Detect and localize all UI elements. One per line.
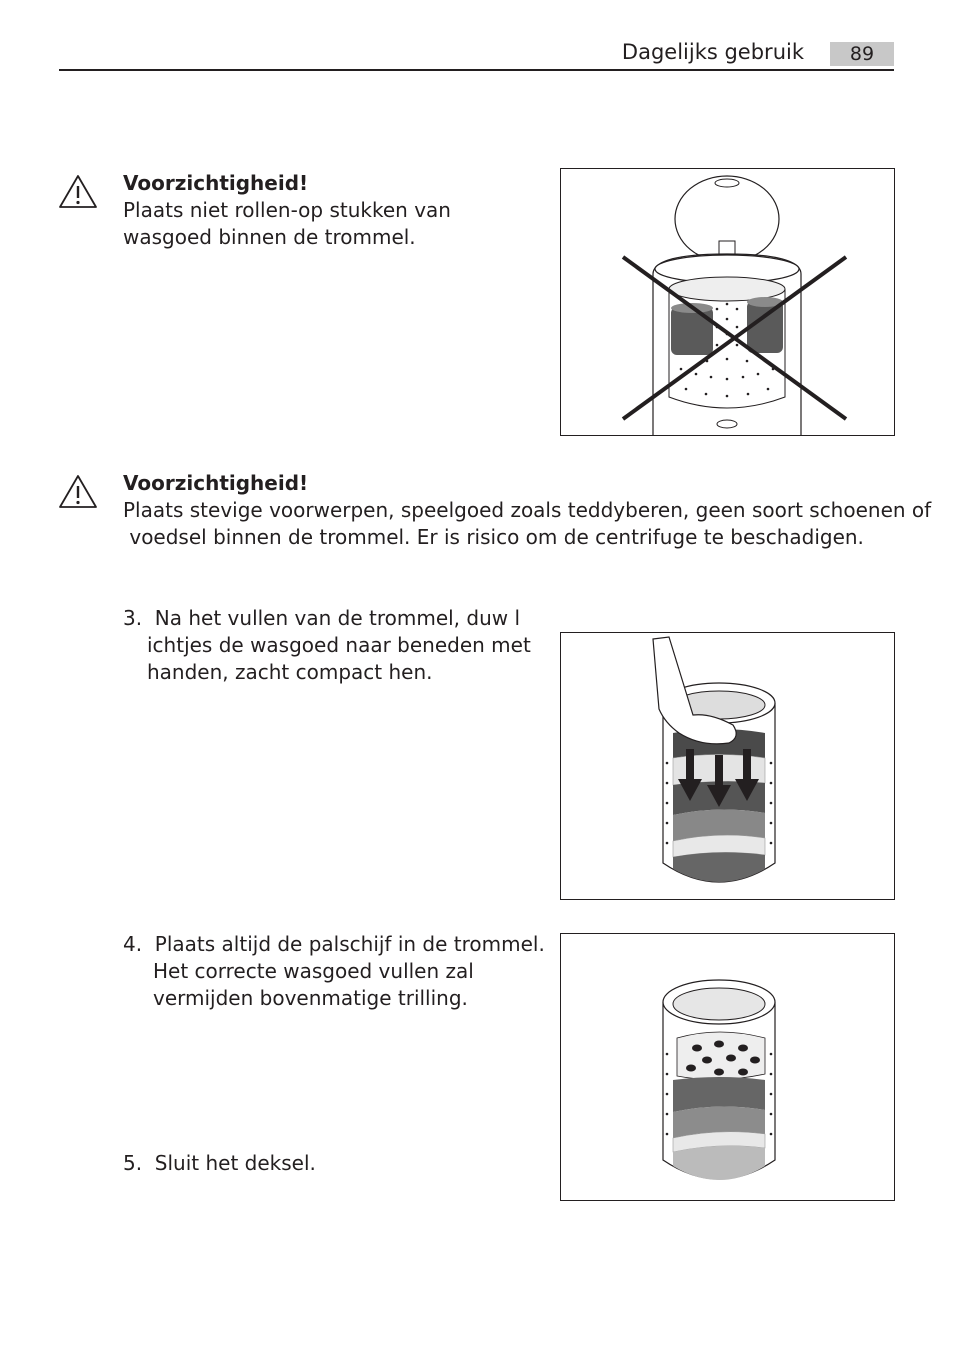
step-4-line-3: vermijden bovenmatige trilling. <box>153 986 468 1010</box>
step-3-line-2: ichtjes de wasgoed naar beneden met <box>147 633 531 657</box>
caution-2-title: Voorzichtigheid! <box>123 471 309 495</box>
figure-rolled-laundry <box>560 168 895 436</box>
section-title: Dagelijks gebruik <box>621 40 804 64</box>
figure-press-laundry <box>560 632 895 900</box>
step-3-block <box>123 605 531 686</box>
caution-1-line-2: wasgoed binnen de trommel. <box>123 225 416 249</box>
page-number: 89 <box>830 42 894 66</box>
drum-pulsator-illustration <box>561 934 894 1200</box>
step-4-line-2: Het correcte wasgoed vullen zal <box>153 959 474 983</box>
step-3-line-3: handen, zacht compact hen. <box>147 660 433 684</box>
caution-2-line-1: Plaats stevige voorwerpen, speelgoed zoals teddyberen, geen soort schoenen of <box>123 498 932 522</box>
warning-triangle-icon <box>58 474 98 510</box>
step-4-line-1: 4. Plaats altijd de palschijf in de trommel. <box>123 932 545 956</box>
header-rule <box>59 69 894 71</box>
caution-1-title: Voorzichtigheid! <box>123 171 309 195</box>
step-5-block <box>123 1150 316 1177</box>
figure-pulsator-disk <box>560 933 895 1201</box>
step-5-text: 5. Sluit het deksel. <box>123 1151 316 1175</box>
warning-triangle-icon <box>58 174 98 210</box>
step-4-block <box>123 931 545 1012</box>
caution-2-line-2: voedsel binnen de trommel. Er is risico om de centrifuge te beschadigen. <box>123 525 864 549</box>
drum-press-down-illustration <box>561 633 894 899</box>
step-3-line-1: 3. Na het vullen van de trommel, duw l <box>123 606 521 630</box>
caution-1-line-1: Plaats niet rollen-op stukken van <box>123 198 451 222</box>
caution-2-block <box>123 470 931 551</box>
washer-rolled-items-illustration <box>561 169 894 435</box>
caution-1-block <box>123 170 451 251</box>
